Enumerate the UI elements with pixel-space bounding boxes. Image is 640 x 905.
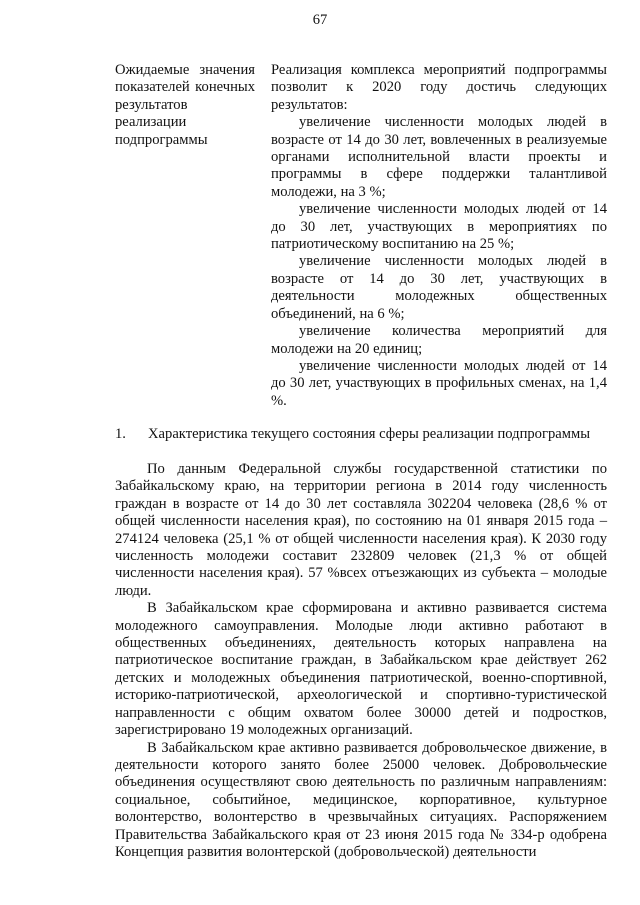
expected-result-item: увеличение количества мероприятий для молодежи на 20 единиц; [271, 323, 607, 357]
expected-result-item: увеличение численности молодых людей от 14 до 30 лет, участвующих в мероприятиях по патриотическому воспитанию на 25 %; [271, 201, 607, 253]
section-body [115, 461, 607, 861]
expected-results-content-cell [271, 62, 607, 410]
expected-result-item: увеличение численности молодых людей от 14 до 30 лет, участвующих в профильных сменах, на 1,4 %. [271, 357, 607, 409]
expected-results-intro: Реализация комплекса мероприятий подпрограммы позволит к 2020 году достичь следующих результатов: [271, 62, 607, 113]
expected-results-label-cell [115, 62, 255, 149]
paragraph: В Забайкальском крае активно развивается добровольческое движение, в деятельности которого занято более 25000 человек. Добровольческие объединения осуществляют свою деятельность по различным направлениям: социальное, событийное, медицинское, корпоративное, культурное волонтерство, волонтерство в чрезвычайных ситуациях. Распоряжением Правительства Забайкальского края от 23 июня 2015 года № 334-р одобрена Концепция развития волонтерской (добровольческой) деятельности [115, 739, 607, 860]
paragraph: В Забайкальском крае сформирована и активно развивается система молодежного самоуправления. Молодые люди активно работают в общественных объединениях, деятельность которых направлена на патриотическое воспитание граждан, в Забайкальском крае действует 262 детских и молодежных объединения патриотической, военно-спортивной, историко-патриотической, археологической и спортивно-туристической направленности с общим охватом более 30000 детей и подростков, зарегистрировано 19 молодежных организаций. [115, 600, 607, 739]
expected-results-label: Ожидаемые значения показателей конечных результатов реализации подпрограммы [115, 62, 255, 148]
paragraph: По данным Федеральной службы государственной статистики по Забайкальскому краю, на территории региона в 2014 году численность граждан в возрасте от 14 до 30 лет составляла 302204 человека (28,6 % от общей численности населения края), по состоянию на 01 января 2015 года – 274124 человека (25,1 % от общей численности населения края). К 2030 году численность молодежи составит 232809 человек (21,3 % от общей численности населения края). 57 %всех отъезжающих из субъекта – молодые люди. [115, 461, 607, 599]
expected-result-item: увеличение численности молодых людей в возрасте от 14 до 30 лет, участвующих в деятельности молодежных общественных объединений, на 6 %; [271, 253, 607, 322]
section-title: Характеристика текущего состояния сферы реализации подпрограммы [148, 426, 591, 442]
page-number: 67 [312, 12, 328, 28]
section-heading [115, 426, 607, 443]
section-number: 1. [115, 426, 126, 442]
expected-result-item: увеличение численности молодых людей в возрасте от 14 до 30 лет, вовлеченных в реализуемые органами исполнительной власти проекты и программы в сфере поддержки талантливой молодежи, на 3 %; [271, 114, 607, 200]
